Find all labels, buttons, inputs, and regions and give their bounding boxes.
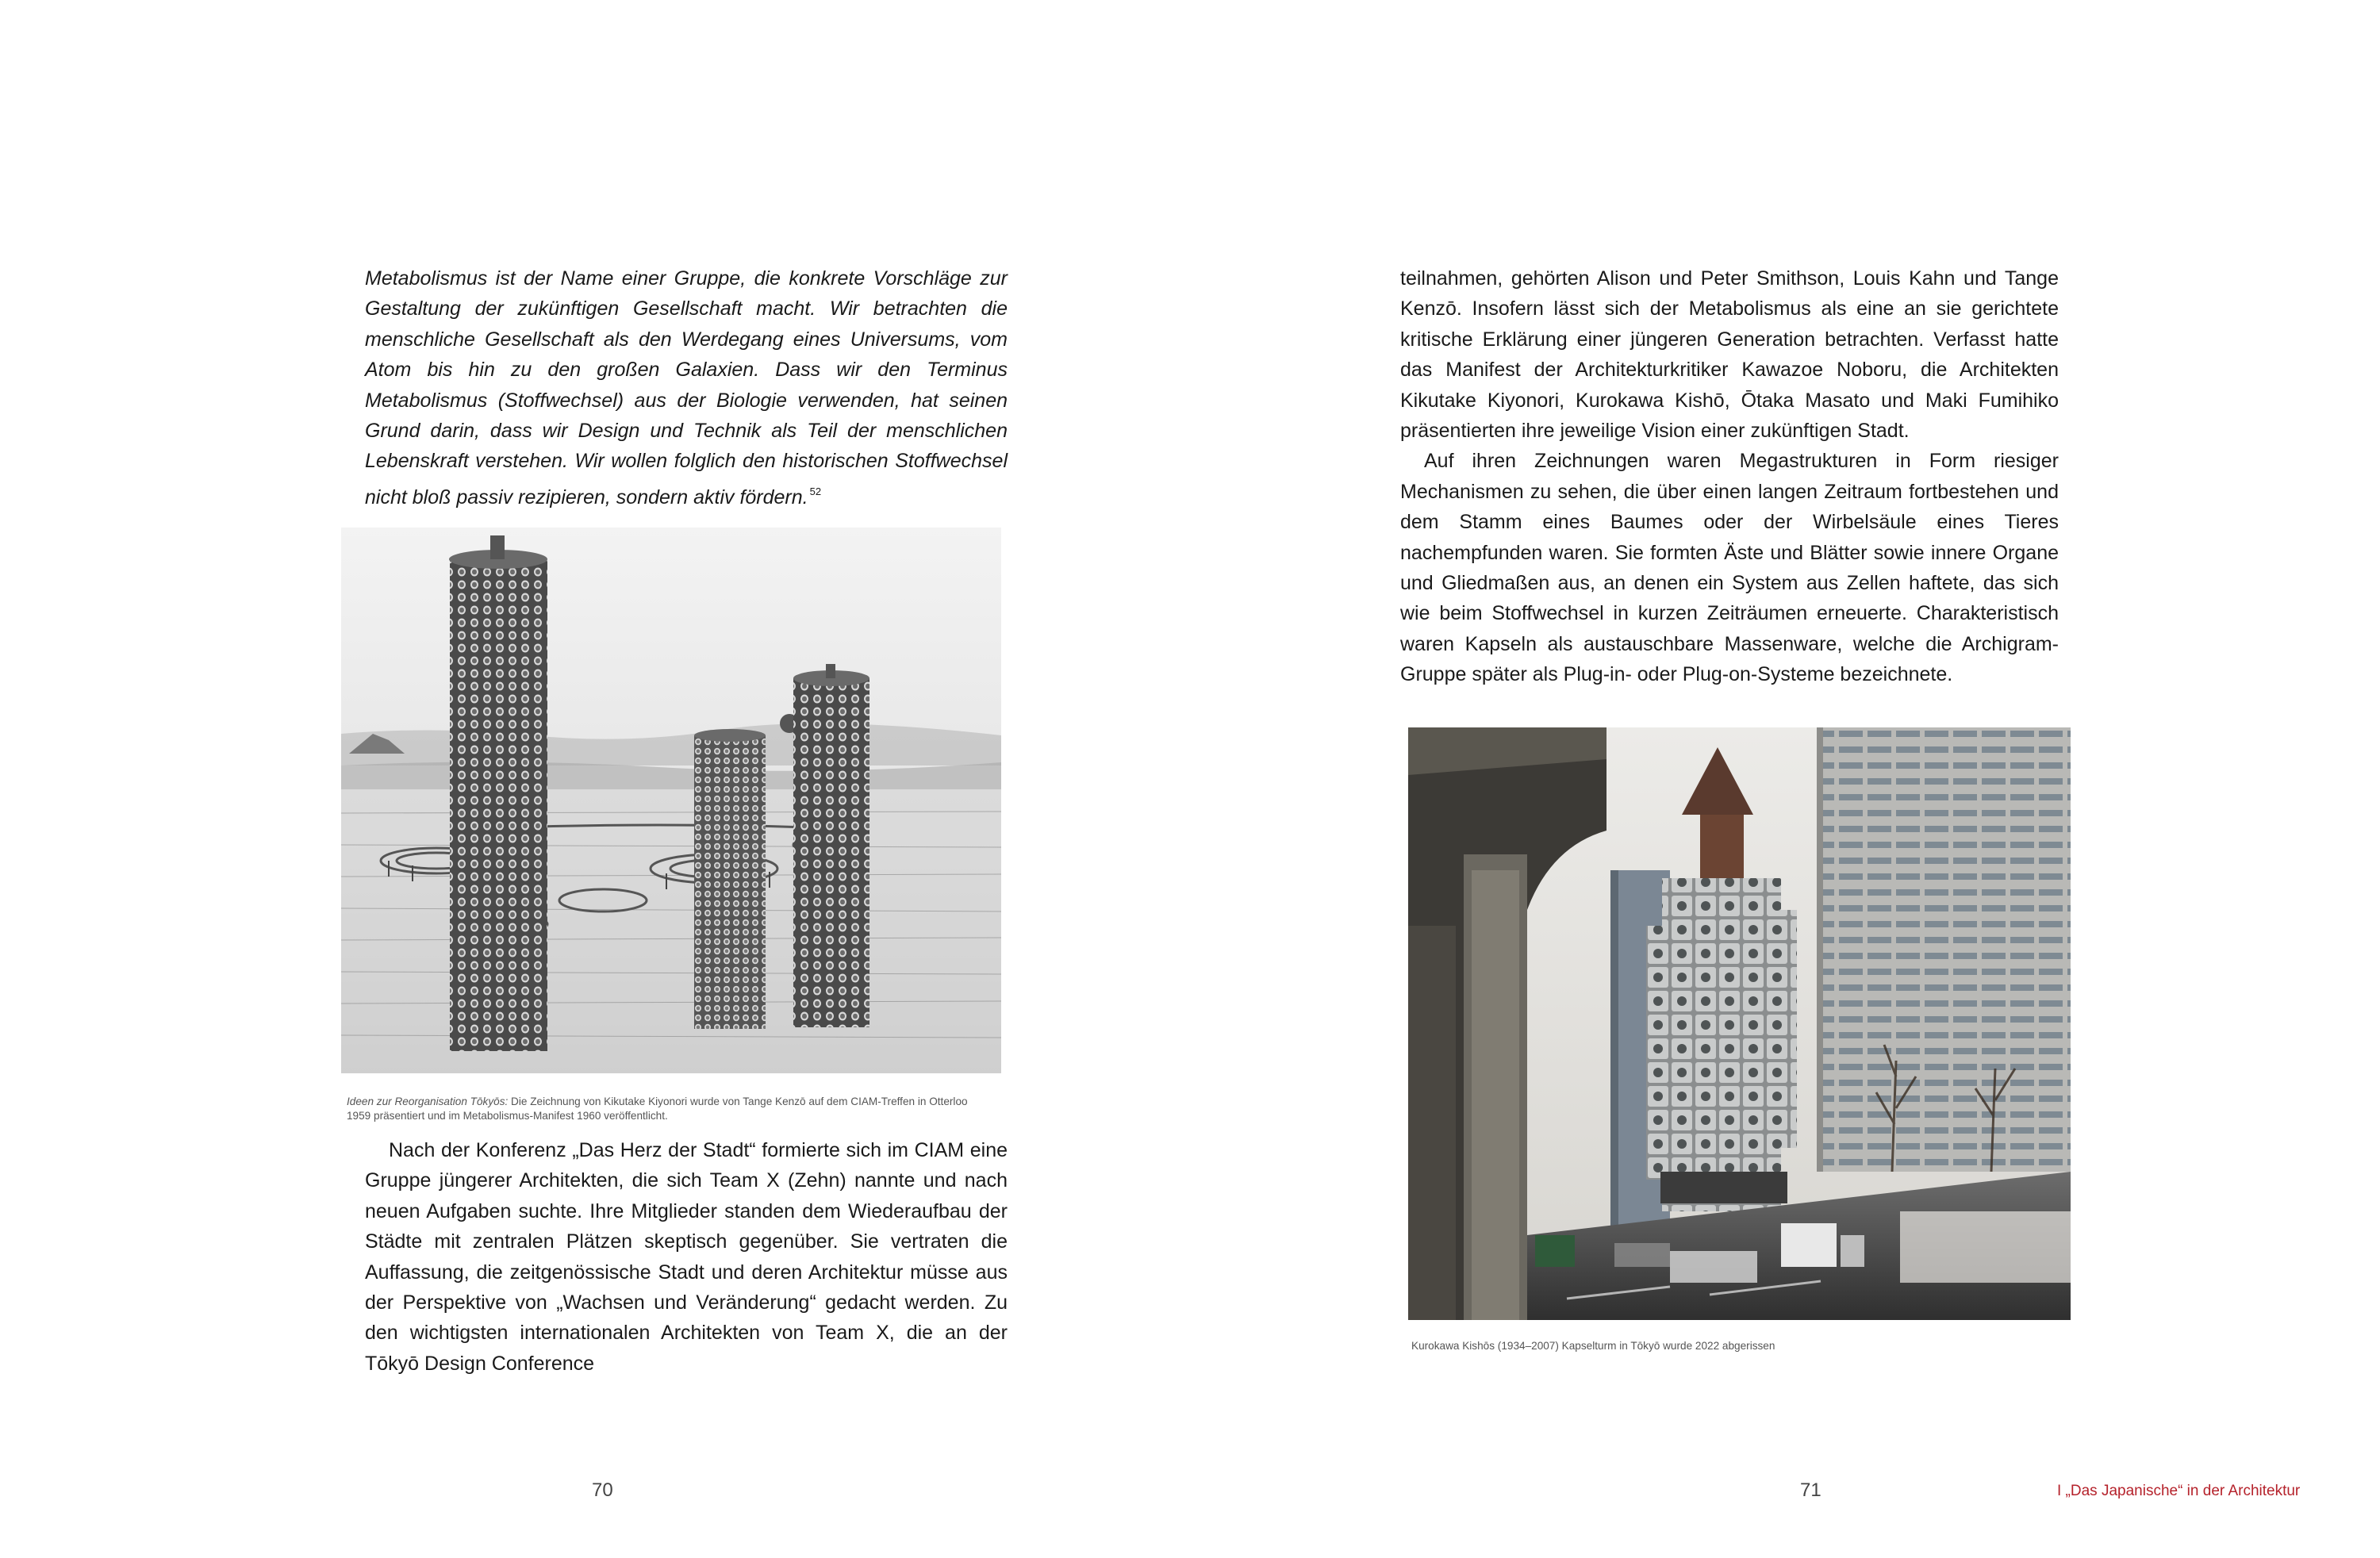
quote-text: Metabolismus ist der Name einer Gruppe, die konkrete Vorschläge zur Gestaltung der zukünftigen Gesellschaft macht. Wir betrachten die menschliche Gesellschaft als den Werdegang eines Universums, vom Atom bis hin zu den großen Galaxien. Dass wir den Terminus Metabolismus (Stoffwechsel) aus der Biologie verwenden, hat seinen Grund darin, dass wir Design und Technik als Teil der menschlichen Lebenskraft verstehen. Wir wollen folglich den historischen Stoffwechsel nicht bloß passiv rezipieren, sondern aktiv fördern. (365, 267, 1008, 508)
figure-caption-left (347, 1095, 989, 1123)
capsule-tower-image (1408, 727, 2071, 1320)
metabolism-drawing-figure (341, 528, 1001, 1073)
caption-text: Die Zeichnung von Kikutake Kiyonori wurde von Tange Kenzō auf dem CIAM-Treffen in Otterloo 1959 präsentiert und im Metabolismus-Manifest 1960 veröffentlicht. (347, 1096, 968, 1122)
page-number-right: 71 (1800, 1479, 1821, 1501)
photo-caption: Kurokawa Kishōs (1934–2007) Kapselturm in Tōkyō wurde 2022 abgerissen (1411, 1340, 1775, 1352)
running-head: I „Das Japanische“ in der Architektur (2057, 1483, 2301, 1499)
body-paragraph-2: Auf ihren Zeichnungen waren Megastrukturen in Form riesiger Mechanismen zu sehen, die über einen langen Zeitraum fortbestehen und dem Stamm eines Baumes oder der Wirbelsäule eines Tieres nachempfunden waren. Sie formten Äste und Blätter sowie innere Organe und Gliedmaßen aus, an denen ein System aus Zellen haftete, das sich wie beim Stoffwechsel in kurzen Zeiträumen erneuerte. Charakteristisch waren Kapseln als austauschbare Massenware, welche die Archigram-Gruppe später als Plug-in- oder Plug-on-Systeme bezeichnete. (1400, 450, 2059, 686)
body-paragraph-1: teilnahmen, gehörten Alison und Peter Smithson, Louis Kahn und Tange Kenzō. Insofern lässt sich der Metabolismus als eine an sie gerichtete kritische Erklärung einer jüngeren Generation betrachten. Verfasst hatte das Manifest der Architekturkritiker Kawazoe Noboru, die Architekten Kikutake Kiyonori, Kurokawa Kishō, Ōtaka Masato und Maki Fumihiko präsentierten ihre jeweilige Vision einer zukünftigen Stadt. (1400, 267, 2059, 443)
right-page (1190, 0, 2380, 1558)
metabolism-drawing-image (341, 528, 1001, 1073)
footnote-marker[interactable]: 52 (809, 485, 822, 497)
body-paragraph: Nach der Konferenz „Das Herz der Stadt“ formierte sich im CIAM eine Gruppe jüngerer Architekten, die sich Team X (Zehn) nannte und nach neuen Aufgaben suchte. Ihre Mitglieder standen dem Wiederaufbau der Städte mit zentralen Plätzen skeptisch gegenüber. Sie vertraten die Auffassung, die zeitgenössische Stadt und deren Architektur müsse aus der Perspektive von „Wachsen und Veränderung“ gedacht werden. Zu den wichtigsten internationalen Architekten von Team X, die an der Tōkyō Design Conference (365, 1139, 1008, 1375)
caption-title: Ideen zur Reorganisation Tōkyōs: (347, 1096, 509, 1107)
left-body-text (365, 1135, 1008, 1379)
capsule-tower-photo (1408, 727, 2071, 1320)
manifesto-quote (365, 263, 1008, 512)
right-body-text (1400, 263, 2059, 690)
page-number-left: 70 (592, 1479, 613, 1501)
